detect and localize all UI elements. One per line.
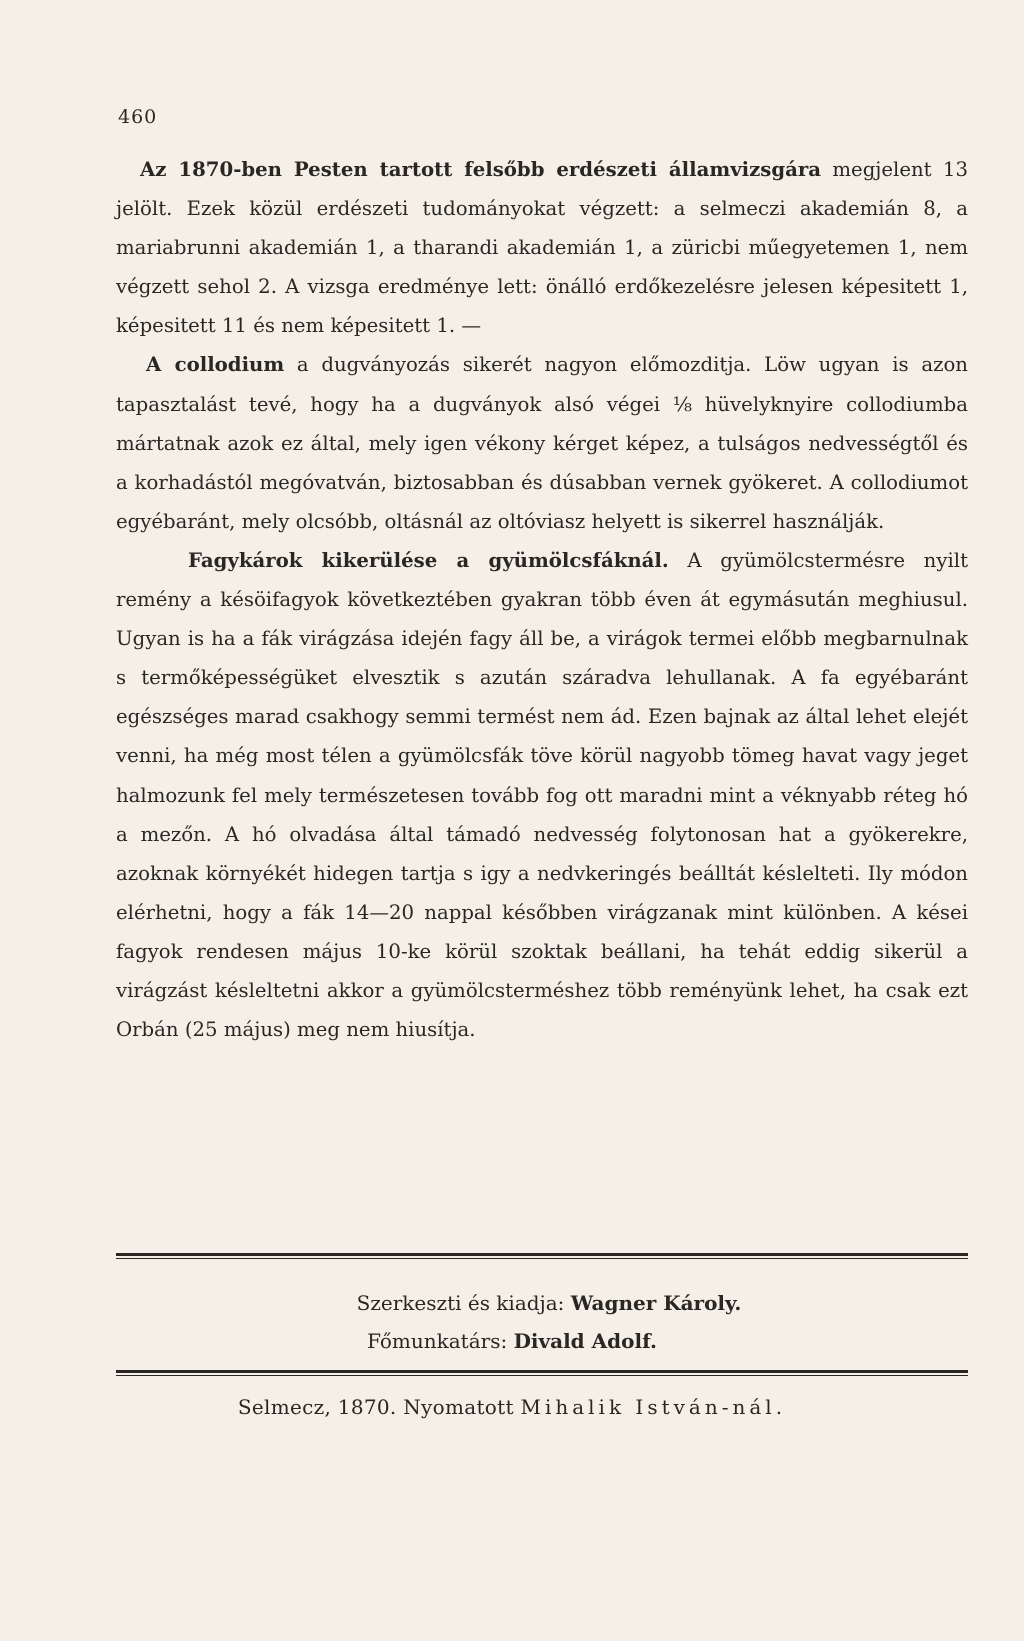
paragraph-collodium [116,345,968,540]
imprint-bottom-rule [116,1370,968,1373]
paragraph-frost-lead: Fagykárok kikerülése a gyümölcsfáknál. [188,548,669,572]
imprint-bottom-rule-thin [116,1375,968,1376]
page-number: 460 [118,106,158,128]
imprint-editor [37,1291,1024,1315]
printer-name: Mihalik István-nál. [520,1395,787,1419]
paragraph-collodium-text: a dugványozás sikerét nagyon előmozditja. Löw ugyan is azon tapasztalást tevé, hogy ha a dugványok alsó végei ⅛ hüvelyknyire collodiumba mártatnak azok ez által, mely igen vékony kérget képez, a tulságos nedvességtől és a korhadástól megóvatván, biztosabban és dúsabban vernek gyökeret. A collodiumot egyébaránt, mely olcsóbb, oltásnál az oltóviasz helyett is sikerrel használják. [116,353,968,533]
paragraph-frost-text: A gyümölcstermésre nyilt remény a késöifagyok következtében gyakran több éven át egymásután meghiusul. Ugyan is ha a fák virágzása idején fagy áll be, a virágok termei előbb megbarnulnak s termőképességüket elvesztik s azután száradva lehullanak. A fa egyébaránt egészséges marad csakhogy semmi termést nem ád. Ezen bajnak az által lehet elejét venni, ha még most télen a gyümölcsfák töve körül nagyobb tömeg havat vagy jeget halmozunk fel mely természetesen tovább fog ott maradni mint a véknyabb réteg hó a mezőn. A hó olvadása által támadó nedvesség folytonosan hat a gyökerekre, azoknak környékét hidegen tartja s igy a nedvkeringés beálltát késlelteti. Ily módon elérhetni, hogy a fák 14—20 nappal későbben virágzanak mint különben. A kései fagyok rendesen május 10-ke körül szoktak beállani, ha tehát eddig sikerül a virágzást késleltetni akkor a gyümölcsterméshez több reményünk lehet, ha csak ezt Orbán (25 május) meg nem hiusítja. [116,548,968,1042]
paragraph-exam-text: megjelent 13 jelölt. Ezek közül erdészeti tudományokat végzett: a selmeczi akademián 8, a mariabrunni akademián 1, a tharandi akademián 1, a züricbi műegyetemen 1, nem végzett sehol 2. A vizsga eredménye lett: önálló erdőkezelésre jelesen képesitett 1, képesitett 11 és nem képesitett 1. — [116,158,968,338]
imprint-top-rule-thin [116,1258,968,1259]
imprint-top-rule [116,1253,968,1256]
article-body [116,150,968,1049]
editor-label: Szerkeszti és kiadja: [356,1291,565,1315]
paragraph-exam-lead: Az 1870-ben Pesten tartott felsőbb erdészeti államvizsgára [140,158,822,181]
paragraph-frost [116,541,968,1049]
coworker-label: Főmunkatárs: [367,1329,508,1353]
paragraph-collodium-lead: A collodium [146,353,285,377]
imprint-printer [0,1395,1024,1419]
coworker-name: Divald Adolf. [513,1329,657,1353]
editor-name: Wagner Károly. [570,1291,742,1315]
printer-prefix: Selmecz, 1870. Nyomatott [237,1395,514,1419]
imprint-coworker [0,1329,1024,1353]
paragraph-exam [116,150,968,345]
